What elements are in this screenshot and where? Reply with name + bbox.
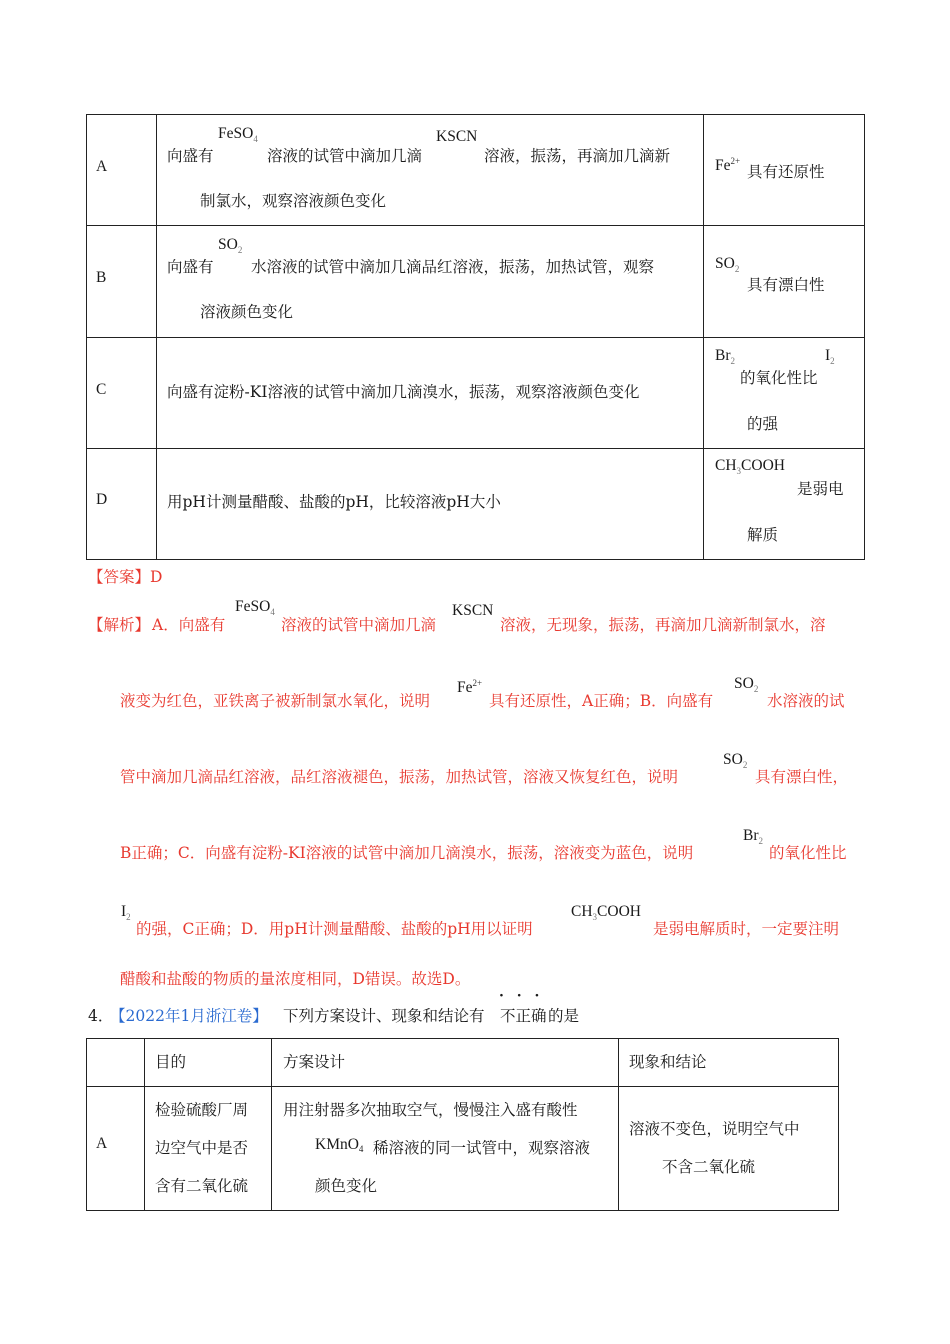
question-4-table: [86, 1038, 839, 1211]
emphasis-text: 不正确: [500, 1007, 547, 1025]
row-label: C: [87, 338, 157, 449]
purpose-cell: 检验硫酸厂周 边空气中是否 含有二氧化硫: [145, 1087, 272, 1211]
design-cell: 用注射器多次抽取空气，慢慢注入盛有酸性 KMnO4 稀溶液的同一试管中，观察溶液 颜色变化: [272, 1087, 619, 1211]
options-table: [86, 114, 865, 560]
table-row: [87, 226, 865, 338]
answer-value: D: [150, 568, 163, 586]
answer: [88, 565, 162, 587]
table-row: [87, 338, 865, 449]
emphasis-dots: · · ·: [499, 988, 544, 1004]
answer-label: 【答案】: [88, 568, 151, 586]
design-cell: 向盛有淀粉-KI溶液的试管中滴加几滴溴水，振荡，观察溶液颜色变化: [157, 338, 704, 449]
row-label: B: [87, 226, 157, 338]
table-row: [87, 449, 865, 560]
design-cell: $SO_2$ 向盛有 水溶液的试管中滴加几滴品红溶液，振荡，加热试管，观察 溶液颜色变化: [157, 226, 704, 338]
analysis-label: 【解析】: [88, 616, 151, 634]
result-cell: 溶液不变色，说明空气中 不含二氧化硫: [619, 1087, 839, 1211]
header-design: 方案设计: [272, 1039, 619, 1087]
table-header-row: [87, 1039, 839, 1087]
row-label: D: [87, 449, 157, 560]
conclusion-cell: $SO_2$ 具有漂白性: [704, 226, 865, 338]
design-cell: 用pH计测量醋酸、盐酸的pH，比较溶液pH大小: [157, 449, 704, 560]
table-row: [87, 1087, 839, 1211]
header-purpose: 目的: [145, 1039, 272, 1087]
row-label: A: [87, 1087, 145, 1211]
conclusion-cell: $Br_2$ $I_2$ 的氧化性比 的强: [704, 338, 865, 449]
row-label: A: [87, 115, 157, 226]
conclusion-cell: $CH_3COOH$ 是弱电 解质: [704, 449, 865, 560]
conclusion-cell: $Fe^{2+}$ 具有还原性: [704, 115, 865, 226]
design-cell: FeSO$_4$ KSCN 向盛有 溶液的试管中滴加几滴 溶液，振荡，再滴加几滴新 制氯水，观察溶液颜色变化: [157, 115, 704, 226]
table-row: [87, 115, 865, 226]
header-result: 现象和结论: [619, 1039, 839, 1087]
question-number: 4．: [88, 1007, 114, 1025]
header-empty: [87, 1039, 145, 1087]
question-source: 【2022年1月浙江卷】: [110, 1007, 268, 1025]
